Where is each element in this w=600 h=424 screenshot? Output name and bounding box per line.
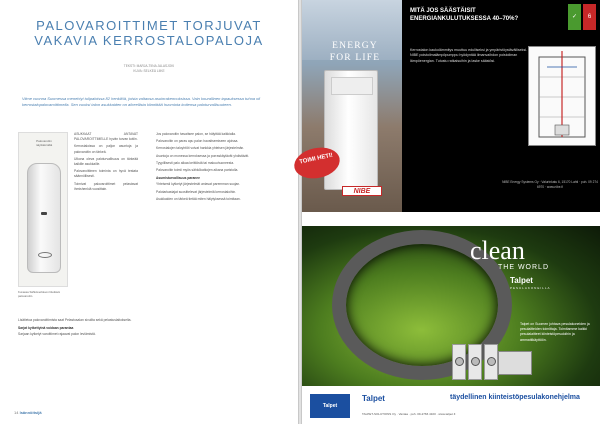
washing-machine: [468, 344, 482, 380]
cta-badge: TOIMI HETI!: [291, 144, 342, 183]
left-page: [0, 0, 298, 424]
the-world-text: THE WORLD: [498, 264, 549, 271]
talpet-wordmark: Talpet: [510, 276, 533, 285]
byline-text: TEKSTI: MARJA-TIINA JALASJOKI: [123, 64, 175, 68]
red-badge: 6: [583, 4, 596, 30]
machine-door: [487, 357, 496, 366]
device-logo: [38, 252, 52, 258]
paragraph: Yhteisesti kytketyt järjestelmät antavat paremman suojan.: [156, 182, 241, 187]
tagline-line-1: ENERGY: [332, 41, 378, 51]
paragraph: Palotarkastajat suosittelevat järjestelmiä kerrostaloihin.: [156, 189, 237, 194]
talpet-brand: Talpet: [362, 394, 385, 403]
body-column-a: [74, 132, 138, 302]
nibe-headline: MITÄ JOS SÄÄSTÄISIT ENERGIANKULUTUKSESSA 40–70%?: [410, 8, 519, 22]
talpet-slogan: täydellinen kiinteistöpesulakonehjelma: [450, 394, 580, 401]
page-number: 14: [14, 410, 19, 415]
certification-badges: [568, 4, 596, 30]
talpet-footer-bar: [302, 386, 600, 424]
talpet-logo: Talpet: [310, 394, 350, 418]
city-photo: [298, 0, 402, 212]
product-label: Palovaroitin näyttää tältä: [35, 139, 53, 147]
paragraph: Sarjaan kytketyt varoittimet rajaavat palon leviämistä.: [18, 332, 96, 337]
paragraph: Palovaroitin on paras apu palon havaitsemiseen ajoissa.: [156, 139, 239, 144]
lead-paragraph: Viime vuonna Suomessa menehtyi tulipaloissa 82 henkilöä, joista valtaosa asuinrakennuksissa. Vain kourallinen tapauksessa tuhoa oli kerrostalopalovaroittimella. Sen vuoksi talon asukkaiden on aiheellista kiinnittää huomiota kotiensa paloturvallisuuteen.: [22, 96, 261, 108]
washing-drum-photo: [302, 226, 600, 386]
nibe-advertisement: [298, 0, 600, 212]
paragraph: Asukkaiden on tärkeä tietää miten hälytyksessä toimitaan.: [156, 196, 241, 201]
magazine-name: Isännöitsijä: [19, 410, 42, 415]
paragraph: Ulkona oleva paloturvallisuus on tärkeää kaikille asukkaille.: [74, 156, 138, 167]
paragraph: Jos palovaroitin havaitsee palon, se hälyttää kaikkialla.: [156, 132, 236, 136]
paragraph: Kerrostaloissa on paljon asuntoja ja palovaroitin on tärkeä.: [74, 144, 138, 154]
article-headline: [14, 18, 284, 48]
product-image: [18, 132, 68, 287]
paragraph: ASUKKAAT ANTAVAT PALOVAROITTIMELLE hyvän turvan kotiin.: [74, 132, 138, 142]
building-diagram: [528, 46, 596, 146]
nibe-contact: NIBE Energy Systems Oy · Valurinkatu 6, 15170 Lahti · puh. 09 274 6970 · www.nibe.fi: [502, 180, 598, 189]
talpet-advertisement: [302, 226, 600, 424]
nibe-logo: NIBE: [342, 186, 382, 196]
tagline-line-2: FOR LIFE: [329, 53, 381, 63]
photo-credit: KUVA: SELKEÄ LIIKE: [133, 69, 165, 73]
image-caption: Kuvassa Sähköverkkoon liitettävä palovaroitin.: [18, 290, 60, 298]
dryer: [484, 344, 498, 380]
headline-line-1: PALOVAROITTIMET TORJUVAT: [36, 18, 262, 33]
subheading: Sarjat kytkettyinä voidaan parantaa: [18, 326, 74, 331]
paragraph: Toimivat palovaroittimet pelastavat ihmishenkiä vuosittain.: [74, 181, 138, 191]
nibe-text-panel: [402, 0, 600, 212]
device-indicator: [41, 212, 47, 215]
page-footer: [14, 410, 42, 415]
paragraph: Palovaroittimen toiminta on hyvä testata säännöllisesti.: [74, 169, 138, 179]
subheading: Asumisturvallisuus paranee: [156, 176, 200, 181]
headline-line-2: VAKAVIA KERROSTALOPALOJA: [34, 33, 264, 48]
talpet-body: Talpet on Suomen johtava pesulakoneiden ja pesulaitteiden toimittaja. Toimitamme kaikki pesulalaitteet kiinteistöpesuloihin ja ammattikäyttöön.: [520, 322, 590, 342]
smoke-detector-device: [27, 163, 61, 273]
machine-door: [455, 357, 464, 366]
control-panel: [331, 77, 373, 95]
paragraph: Kerrostalojen taloyhtiöt voivat hankkia yhteisen järjestelmän.: [156, 146, 245, 151]
paragraph: Palovaroitin toimii myös sähkökatkojen aikana paristolla.: [156, 168, 239, 173]
paragraph: Tyypillisesti palo alkaa keittiöstä tai makuuhuoneesta.: [156, 160, 235, 165]
ironer-machine: [498, 351, 532, 375]
clean-wordmark: clean: [470, 236, 525, 265]
talpet-subtitle: PESULAKONEILLA: [510, 286, 551, 290]
washing-machine: [452, 344, 466, 380]
energy-for-life-tagline: [312, 40, 398, 64]
paragraph: Asuntoja on monessa kerroksessa ja porraskäytävät yhdistävät.: [156, 153, 250, 158]
green-badge: ✓: [568, 4, 581, 30]
diagram-graphic: [529, 47, 595, 145]
paragraph: Lisätietoa palovaroittimista saat Pelastusalan sivuilta sekä pelastuslaitokselta.: [18, 318, 132, 322]
body-column-b: [156, 132, 282, 412]
machine-door: [471, 357, 480, 366]
talpet-address: TALPET-SOLUTIONS Oy · Vantaa · puh. 09-2766 4100 · www.talpet.fi: [362, 412, 456, 416]
nibe-body: Kerrostalon kaukolämmitys muuttuu edulliseksi ja ympäristöystävälliseksi. NIBE poistoilmalämpöpumppu hyödyntää ilmanvaihdon poistoilman lämpöenergian. Tutustu ratkaisuihin ja laske säästösi.: [410, 48, 528, 63]
byline: [14, 64, 284, 74]
right-page: [298, 0, 600, 424]
body-column-a-bottom: [18, 318, 138, 408]
